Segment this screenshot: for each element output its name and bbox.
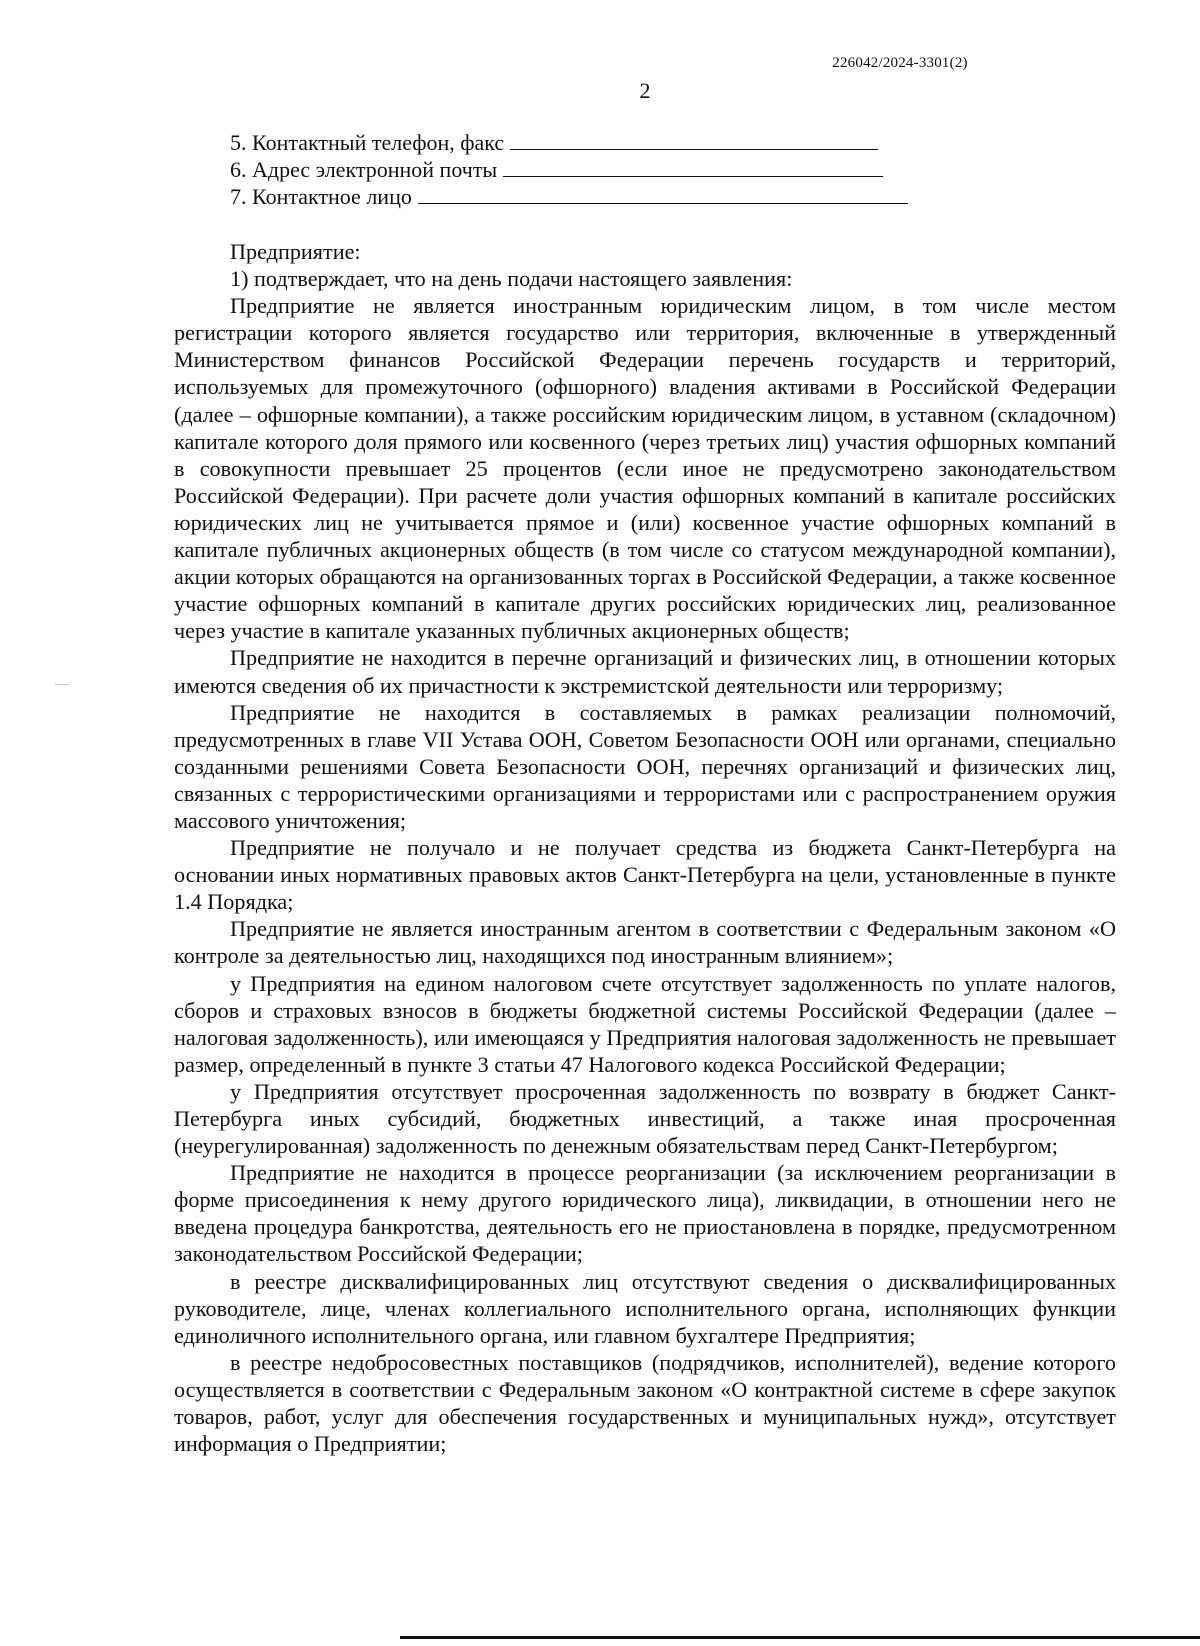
field-email-label: 6. Адрес электронной почты	[230, 157, 498, 182]
field-contact-person-label: 7. Контактное лицо	[230, 184, 412, 209]
paragraph-tax-debt: у Предприятия на едином налоговом счете отсутствует задолженность по уплате налогов, сборов и страховых взносов в бюджеты бюджетной системы Российской Федерации (далее – налоговая задолженность), или имеющаяся у Предприятия налоговая задолженность не превышает размер, определенный в пункте 3 статьи 47 Налогового кодекса Российской Федерации;	[174, 970, 1116, 1077]
paragraph-unfair-suppliers: в реестре недобросовестных поставщиков (подрядчиков, исполнителей), ведение которого осуществляется в соответствии с Федеральным законом «О контрактной системе в сфере закупок товаров, работ, услуг для обеспечения государственных и муниципальных нужд», отсутствует информация о Предприятии;	[174, 1349, 1116, 1457]
intro-line: Предприятие:	[230, 239, 361, 264]
field-phone-fax	[230, 129, 950, 156]
field-email	[230, 156, 950, 183]
footer-rule	[400, 1636, 1200, 1639]
margin-mark	[55, 684, 69, 685]
paragraph-disqualified: в реестре дисквалифицированных лиц отсутствуют сведения о дисквалифицированных руководителе, лице, членах коллегиального исполнительного органа, исполняющих функции единоличного исполнительного органа, или главном бухгалтере Предприятия;	[174, 1268, 1116, 1348]
item-1-line: 1) подтверждает, что на день подачи настоящего заявления:	[230, 266, 793, 292]
paragraph-offshore: Предприятие не является иностранным юридическим лицом, в том числе местом регистрации которого является государство или территория, включенные в утвержденный Министерством финансов Российской Федерации перечень государств и территорий, используемых для промежуточного (офшорного) владения активами в Российской Федерации (далее – офшорные компании), а также российским юридическим лицом, в уставном (складочном) капитале которого доля прямого или косвенного (через третьих лиц) участия офшорных компаний в совокупности превышает 25 процентов (если иное не предусмотрено законодательством Российской Федерации). При расчете доли участия офшорных компаний в капитале российских юридических лиц не учитывается прямое и (или) косвенное участие офшорных компаний в капитале публичных акционерных обществ (в том числе со статусом международной компании), акции которых обращаются на организованных торгах в Российской Федерации, а также косвенное участие офшорных компаний в капитале других российских юридических лиц, реализованное через участие в капитале указанных публичных акционерных обществ;	[174, 293, 1116, 644]
paragraph-budget-funds: Предприятие не получало и не получает средства из бюджета Санкт-Петербурга на основании иных нормативных правовых актов Санкт-Петербурга на цели, установленные в пункте 1.4 Порядка;	[174, 835, 1116, 915]
paragraph-overdue-debt: у Предприятия отсутствует просроченная задолженность по возврату в бюджет Санкт-Петербурга иных субсидий, бюджетных инвестиций, а также иная просроченная (неурегулированная) задолженность по денежным обязательствам перед Санкт-Петербургом;	[174, 1078, 1116, 1159]
paragraph-un-lists: Предприятие не находится в составляемых в рамках реализации полномочий, предусмотренных в главе VII Устава ООН, Советом Безопасности ООН или органами, специально созданными решениями Совета Безопасности ООН, перечнях организаций и физических лиц, связанных с террористическими организациями и террористами или с распространением оружия массового уничтожения;	[174, 699, 1116, 833]
paragraph-reorganization: Предприятие не находится в процессе реорганизации (за исключением реорганизации в форме присоединения к нему другого юридического лица), ликвидации, в отношении него не введена процедура банкротства, деятельность его не приостановлена в порядке, предусмотренном законодательством Российской Федерации;	[174, 1160, 1116, 1267]
paragraph-foreign-agent: Предприятие не является иностранным агентом в соответствии с Федеральным законом «О контроле за деятельностью лиц, находящихся под иностранным влиянием»;	[174, 916, 1116, 969]
document-id: 226042/2024-3301(2)	[832, 55, 968, 71]
field-contact-person-blank[interactable]	[418, 185, 908, 204]
field-email-blank[interactable]	[503, 158, 883, 177]
page-number: 2	[639, 78, 651, 103]
document-body	[174, 238, 1116, 1457]
field-contact-person	[230, 183, 950, 210]
paragraph-extremism: Предприятие не находится в перечне организаций и физических лиц, в отношении которых имеются сведения об их причастности к экстремистской деятельности или терроризму;	[174, 645, 1116, 698]
field-phone-fax-blank[interactable]	[510, 131, 878, 150]
field-phone-fax-label: 5. Контактный телефон, факс	[230, 130, 505, 155]
contact-fields	[230, 129, 950, 210]
